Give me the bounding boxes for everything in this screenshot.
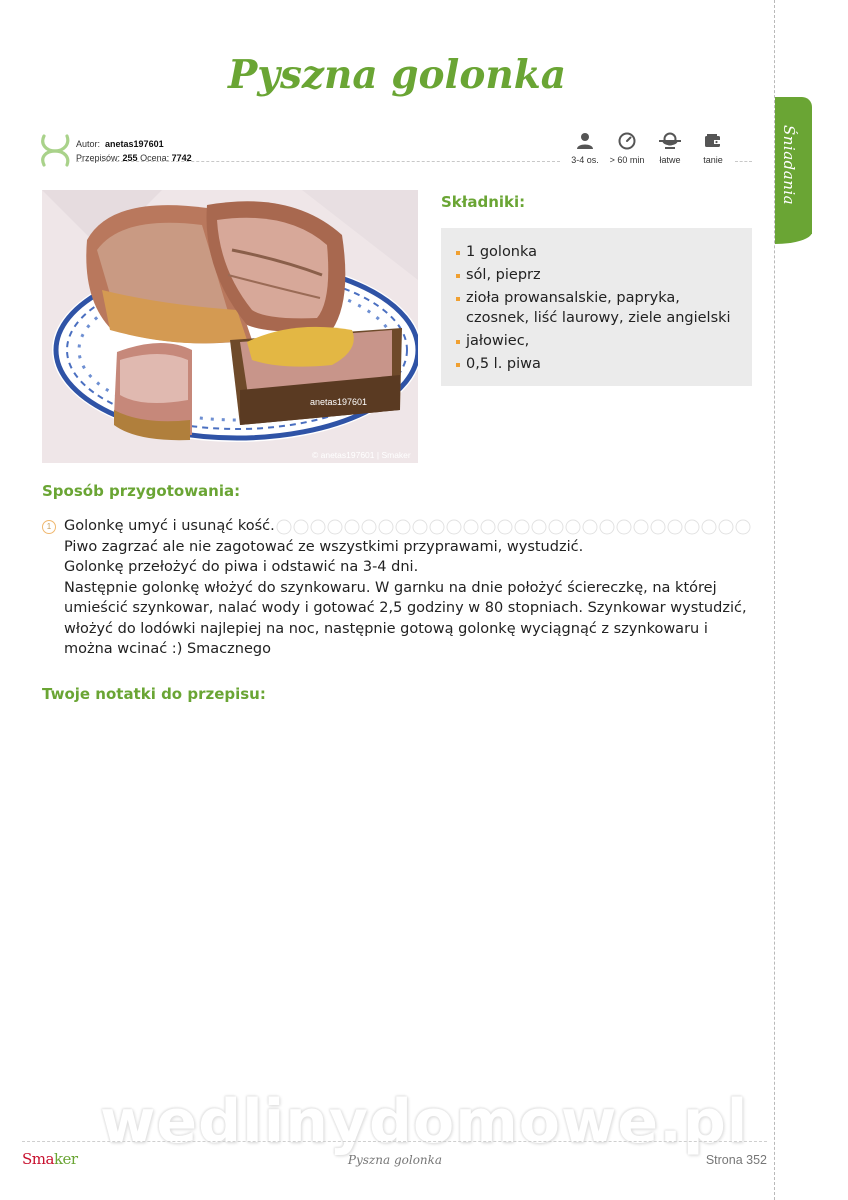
category-tab-label: Śniadania xyxy=(780,125,798,206)
site-watermark: wedlinydomowe.pl xyxy=(100,1087,749,1157)
meta-difficulty xyxy=(648,132,692,165)
cooking-pot-icon xyxy=(659,132,681,150)
step-line: Golonkę umyć i usunąć kość. xyxy=(64,518,275,534)
recipe-photo xyxy=(42,190,418,463)
step-line: Piwo zagrzać ale nie zagotować ze wszystkimi przyprawami, wystudzić. xyxy=(64,538,584,555)
notes-heading: Twoje notatki do przepisu: xyxy=(42,685,266,703)
ingredient-item: 0,5 l. piwa xyxy=(456,354,744,374)
recipe-photo-image xyxy=(42,190,418,463)
author-divider-end xyxy=(735,161,752,162)
smaker-logo[interactable] xyxy=(22,1150,78,1168)
ingredient-item: zioła prowansalskie, papryka, czosnek, liść laurowy, ziele angielski xyxy=(456,288,744,328)
rating-value: 7742 xyxy=(171,153,192,163)
preparation-step xyxy=(64,516,754,660)
footer-divider xyxy=(22,1141,767,1142)
category-tab[interactable] xyxy=(775,97,812,234)
step-line: Następnie golonkę włożyć do szynkowaru. W garnku na dnie położyć ściereczkę, na której umieścić szynkowar, nalać wody i gotować 2,5 godziny w 80 stopniach. Szynkowar wystudzić, włożyć do lodówki najlepiej na noc, następnie gotową golonkę wyciągnąć z szynkowaru i można wcinać :) Smacznego xyxy=(64,579,747,657)
ingredient-item: 1 golonka xyxy=(456,242,744,262)
recipes-label: Przepisów: xyxy=(76,153,121,163)
rating-label: Ocena: xyxy=(140,153,170,163)
meta-time-label: > 60 min xyxy=(609,155,645,165)
recipe-title: Pyszna golonka xyxy=(227,52,567,98)
photo-credit-text: © anetas197601 | Smaker xyxy=(312,450,411,460)
author-label: Autor: xyxy=(76,139,101,149)
wallet-icon xyxy=(704,132,722,150)
meta-servings-label: 3-4 os. xyxy=(571,155,599,165)
logo-part-green: ker xyxy=(53,1150,78,1168)
footer-title: Pyszna golonka xyxy=(347,1153,443,1167)
ingredient-item: sól, pieprz xyxy=(456,265,744,285)
step-number-badge: 1 xyxy=(42,520,56,534)
person-icon xyxy=(576,132,594,150)
logo-part-red: Sma xyxy=(22,1150,54,1168)
meta-difficulty-label: łatwe xyxy=(659,155,681,165)
ingredient-item: jałowiec, xyxy=(456,331,744,351)
ingredients-heading: Składniki: xyxy=(441,193,526,211)
meta-cost xyxy=(691,132,735,165)
clock-icon xyxy=(618,132,636,150)
preparation-heading: Sposób przygotowania: xyxy=(42,482,241,500)
author-divider xyxy=(76,161,560,162)
ingredients-list xyxy=(456,242,744,374)
author-name[interactable]: anetas197601 xyxy=(105,139,164,149)
step-line: Golonkę przełożyć do piwa i odstawić na 3-4 dni. xyxy=(64,559,419,575)
photo-watermark-text: anetas197601 xyxy=(310,397,368,407)
meta-servings xyxy=(563,132,607,165)
meta-cost-label: tanie xyxy=(703,155,723,165)
recipes-count: 255 xyxy=(122,153,138,163)
ingredients-box xyxy=(441,228,752,386)
author-logo-icon xyxy=(40,134,71,167)
page-number: Strona 352 xyxy=(705,1153,767,1167)
meta-time xyxy=(605,132,649,165)
